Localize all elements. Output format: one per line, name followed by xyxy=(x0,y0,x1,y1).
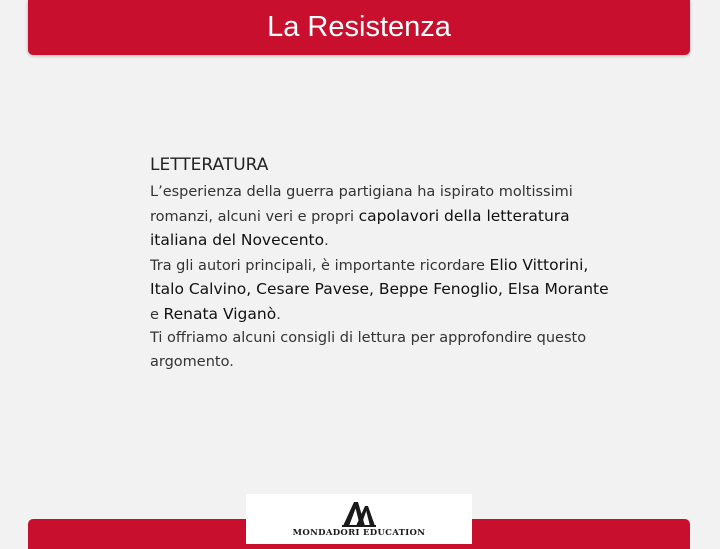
section-heading: LETTERATURA xyxy=(150,155,269,175)
highlight-vigano: Renata Viganò xyxy=(163,304,277,323)
highlight-capolavori: capolavori della letteratura italiana del Novecento xyxy=(150,206,570,249)
slide-title: La Resistenza xyxy=(267,11,451,43)
paragraph-intro xyxy=(150,181,620,254)
paragraph-advice: Ti offriamo alcuni consigli di lettura per approfondire questo argomento. xyxy=(150,330,587,370)
paragraph-intro-end: . xyxy=(324,233,329,249)
logo-wordmark: MONDADORI EDUCATION xyxy=(292,528,426,538)
paragraph-authors-text: Tra gli autori principali, è importante ricordare xyxy=(150,257,490,274)
slide-body xyxy=(150,153,620,374)
mondadori-logo-icon xyxy=(341,499,377,527)
paragraph-intro-text: L’esperienza della guerra partigiana ha ispirato moltissimi romanzi, alcuni veri e propri xyxy=(150,184,573,225)
paragraph-authors-and: e xyxy=(150,306,164,323)
paragraph-authors xyxy=(150,254,620,328)
title-bar xyxy=(28,0,690,55)
publisher-logo xyxy=(246,494,472,544)
highlight-authors: Elio Vittorini, Italo Calvino, Cesare Pavese, Beppe Fenoglio, Elsa Morante xyxy=(150,255,609,298)
paragraph-authors-end: . xyxy=(276,306,281,323)
